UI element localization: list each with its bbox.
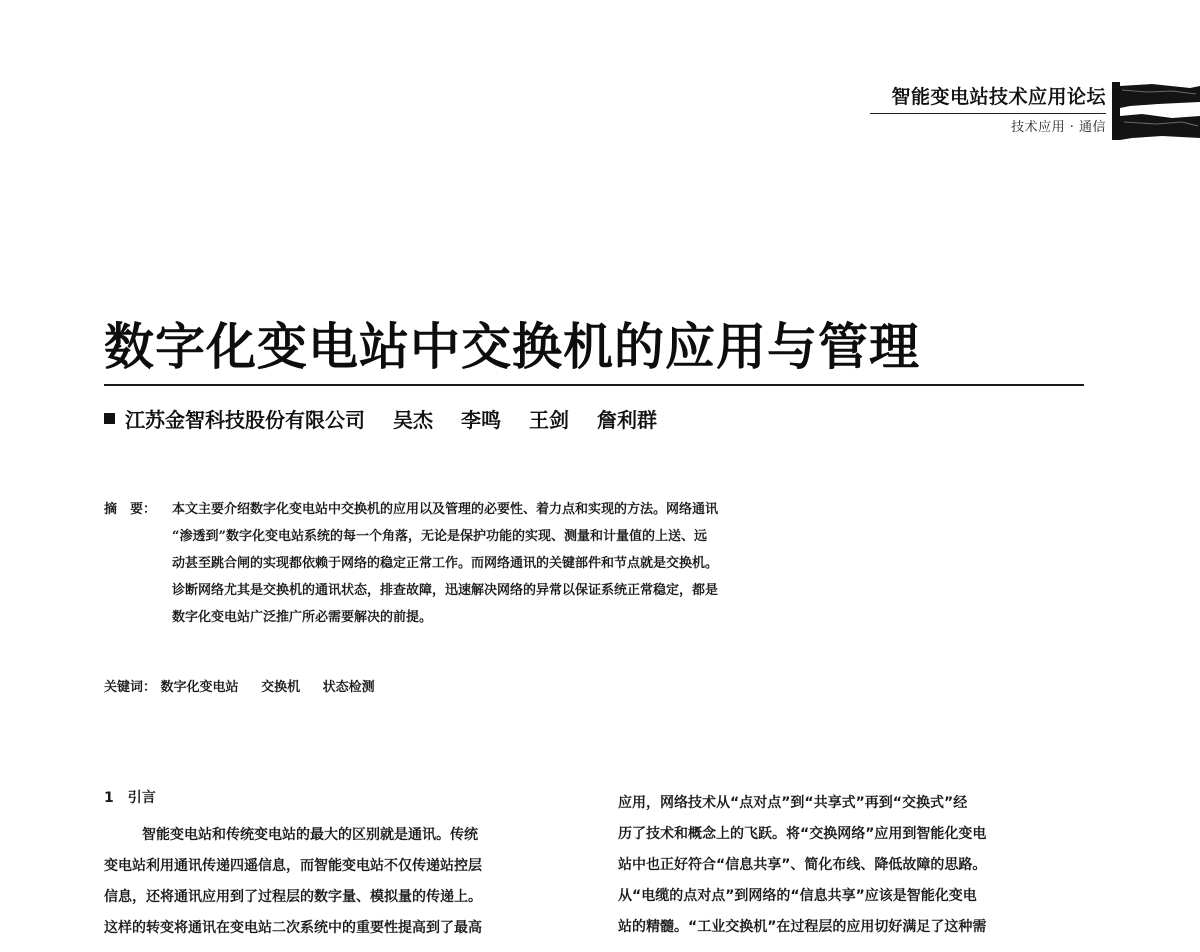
abstract-body bbox=[172, 496, 924, 631]
abstract-line: 本文主要介绍数字化变电站中交换机的应用以及管理的必要性、着力点和实现的方法。网络通讯 bbox=[172, 502, 719, 517]
body-line: 从“电缆的点对点”到网络的“信息共享”应该是智能化变电 bbox=[618, 888, 977, 904]
body-line: 这样的转变将通讯在变电站二次系统中的重要性提高到了最高 bbox=[104, 920, 482, 936]
body-line: 智能变电站和传统变电站的最大的区别就是通讯。传统 bbox=[142, 827, 478, 843]
section-heading: 1 引言 bbox=[104, 790, 156, 806]
keyword: 交换机 bbox=[261, 680, 301, 695]
author-name: 詹利群 bbox=[597, 408, 657, 432]
title-rule bbox=[104, 384, 1084, 386]
corner-decoration-mark bbox=[1112, 82, 1200, 140]
abstract-line: 数字化变电站广泛推广所必需要解决的前提。 bbox=[172, 610, 433, 625]
body-column-left bbox=[104, 788, 584, 944]
abstract-line: 诊断网络尤其是交换机的通讯状态，排查故障，迅速解决网络的异常以保证系统正常稳定，都是 bbox=[172, 583, 719, 598]
abstract-line: “渗透到”数字化变电站系统的每一个角落，无论是保护功能的实现、测量和计量值的上送、远 bbox=[172, 529, 707, 544]
body-line: 信息，还将通讯应用到了过程层的数字量、模拟量的传递上。 bbox=[104, 889, 482, 905]
abstract bbox=[104, 496, 924, 631]
abstract-line: 动甚至跳合闸的实现都依赖于网络的稳定正常工作。而网络通讯的关键部件和节点就是交换机。 bbox=[172, 556, 719, 571]
square-bullet-icon bbox=[104, 413, 115, 424]
affiliation: 江苏金智科技股份有限公司 bbox=[125, 408, 365, 432]
body-line: 历了技术和概念上的飞跃。将“交换网络”应用到智能化变电 bbox=[618, 826, 987, 842]
keywords-label: 关键词： bbox=[104, 680, 157, 695]
body-line: 站的精髓。“工业交换机”在过程层的应用切好满足了这种需 bbox=[618, 919, 987, 935]
section-label: 技术应用 · 通信 bbox=[1011, 120, 1106, 135]
abstract-label: 摘 要： bbox=[104, 502, 157, 517]
keyword: 状态检测 bbox=[322, 680, 375, 695]
author-name: 王剑 bbox=[529, 408, 569, 432]
header-rule bbox=[870, 113, 1106, 114]
author-name: 吴杰 bbox=[393, 408, 433, 432]
body-line: 应用，网络技术从“点对点”到“共享式”再到“交换式”经 bbox=[618, 795, 968, 811]
keywords bbox=[104, 676, 393, 695]
body-line: 变电站利用通讯传递四遥信息，而智能变电站不仅传递站控层 bbox=[104, 858, 482, 874]
journal-name: 智能变电站技术应用论坛 bbox=[891, 86, 1106, 108]
body-column-right bbox=[618, 788, 1088, 943]
running-header bbox=[860, 84, 1106, 135]
article-title: 数字化变电站中交换机的应用与管理 bbox=[104, 317, 920, 376]
body-line: 站中也正好符合“信息共享”、简化布线、降低故障的思路。 bbox=[618, 857, 987, 873]
byline bbox=[104, 404, 657, 433]
author-name: 李鸣 bbox=[461, 408, 501, 432]
keyword: 数字化变电站 bbox=[160, 680, 239, 695]
